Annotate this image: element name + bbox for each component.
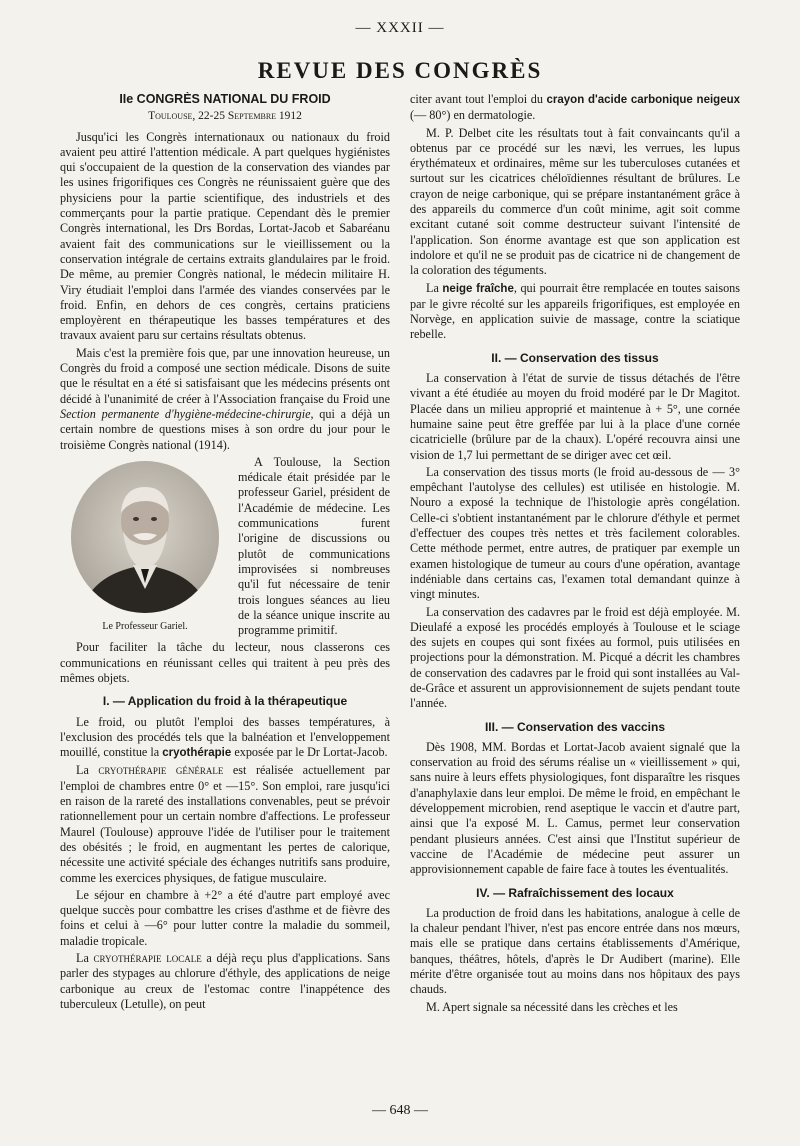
- term-general-cryotherapy: cryothérapie générale: [98, 763, 224, 778]
- paragraph-delbet: M. P. Delbet cite les résultats tout à fait convaincants qu'il a obtenus par ce procédé sur les nævi, les verrues, les lupus érythémateux et ordinaires, même sur les tuberculoses cutanées et surtout sur les cicatrices chéloïdiennes résultant de brûlures. Le crayon de neige carbonique, qui se prépare instantanément grâce à des appareils du commerce d'un coût minime, agit soit comme excitant cutané soit comme destructeur suivant l'intensité de l'application. Son énorme avantage est que son application est indolore et qu'il ne se produit pas de cicatrice ni de changement de la coloration des téguments.: [410, 125, 740, 278]
- paragraph-carbonic-pencil: citer avant tout l'emploi du crayon d'acide carbonique neigeux (— 80°) en dermatologie.: [410, 92, 740, 123]
- portrait-caption: Le Professeur Gariel.: [102, 620, 188, 632]
- paragraph-fresh-snow: La neige fraîche, qui pourrait être remplacée en toutes saisons par le givre récolté sur les appareils frigorifiques, est employée en Norvège, en application suivie de massage, contre la sciatique rebelle.: [410, 280, 740, 342]
- portrait-photo: [71, 461, 219, 613]
- congress-subtitle: Toulouse, 22-25 Septembre 1912: [148, 110, 302, 123]
- paragraph-toulouse-section: A Toulouse, la Section médicale était présidée par le professeur Gariel, président de l'Académie de médecine. Les communications furent l'origine de discussions ou plutôt de communications improvisées si nombreuses qu'il fut nécessaire de tenir trois longues séances au lieu de la séance unique inscrite au programme primitif.: [238, 454, 390, 638]
- term-local-cryotherapy: cryothérapie locale: [93, 951, 202, 966]
- right-column: [410, 92, 740, 1092]
- paragraph-histology: La conservation des tissus morts (le froid au-dessous de — 3° empêchant l'autolyse des cellules) est utilisée en histologie. M. Nouro a exposé la technique de l'histologie après congélation. Celle-ci s'obtient instantanément par le chlorure d'éthyle et permet d'effectuer des coupes très nettes et très facilement colorables. Cette méthode permet, entre autres, de pratiquer par exemple un examen histologique de tumeur au cours d'une opération, avantage indéniable dans certains cas, l'examen total demandant quinze à vingt minutes.: [410, 464, 740, 602]
- portrait-figure: [60, 459, 230, 634]
- section-heading-tissues: II. — Conservation des tissus: [491, 350, 659, 365]
- paragraph-cooling: La production de froid dans les habitations, analogue à celle de la chaleur pendant l'hiver, n'est pas encore entrée dans nos mœurs, mais elle se pratique dans certains établissements d'Amérique, banques, théâtres, hôtels, d'après le Dr Audibert (marine). Elle mérite d'être organisée tout au moins dans nos hôpitaux des pays chauds.: [410, 905, 740, 997]
- term-cryotherapy: cryothérapie: [162, 747, 232, 760]
- paragraph-cadavers: La conservation des cadavres par le froid est déjà employée. M. Dieulafé a exposé les procédés employés à Toulouse et le sciage des sujets en coupes qui sont fixées au formol, puis utilisées en projections pour la démonstration. M. Picqué a décrit les chambres de conservation des cadavres par le froid qui sont installées au Val-de-Grâce et assurent un approvisionnement de sujets pendant toute l'année.: [410, 604, 740, 711]
- paragraph-general-cryotherapy: La cryothérapie générale est réalisée actuellement par l'emploi de chambres entre 0° et —15°. Son emploi, rare jusqu'ici en raison de la rareté des installations convenables, peut se prévoir rationnellement pour un certain nombre d'affections. Le professeur Maurel (Toulouse) approuve l'idée de l'utiliser pour le traitement des obésités ; le froid, en augmentant les pertes de calorique, nécessite une activité spéciale des échanges nutritifs sans produire, comme les exercices physiques, de fatigue musculaire.: [60, 763, 390, 885]
- paragraph-local-cryotherapy: La cryothérapie locale a déjà reçu plus d'applications. Sans parler des stypages au chlorure d'éthyle, des applications de neige carbonique au creux de l'estomac contre l'inappétence des tuberculeux (Letulle), on peut: [60, 951, 390, 1011]
- paragraph-apert: M. Apert signale sa nécessité dans les crèches et les: [426, 999, 678, 1014]
- term-fresh-snow: neige fraîche: [442, 282, 514, 295]
- paragraph-chamber-stay: Le séjour en chambre à +2° a été d'autre part employé avec quelque succès pour combattre les crises d'asthme et de fièvre des foins et celui à —6° pour lutter contre la maladie du sommeil, maladie tropicale.: [60, 887, 390, 948]
- page-roman-number: — XXXII —: [355, 20, 445, 36]
- paragraph-intro: Jusqu'ici les Congrès internationaux ou nationaux du froid avaient peu attiré l'attention médicale. A part quelques hygiénistes qui s'occupaient de la question de la conservation des viandes par les usines frigorifiques ces Congrès ne réunissaient guère que des physiciens pour la partie scientifique, des industriels et des commerçants pour la partie pratique. Cependant dès le premier Congrès international, les Drs Bordas, Lortat-Jacob et Sabaréanu avaient fait des communications sur le vieillissement ou la conservation intégrale de certains extraits glandulaires par le froid. De même, au premier Congrès national, le médecin militaire H. Viry étudiait l'emploi dans l'armée des viandes conservées par le froid. Enfin, en dehors de ces congrès, certains praticiens employèrent en thérapeutique les basses températures et des travaux avaient paru sur certains résultats obtenus.: [60, 129, 390, 343]
- section-heading-cooling: IV. — Rafraîchissement des locaux: [476, 885, 674, 900]
- section-heading-therapy: I. — Application du froid à la thérapeutique: [102, 694, 348, 709]
- paragraph-vaccines: Dès 1908, MM. Bordas et Lortat-Jacob avaient signalé que la conservation au froid des sérums réalise un « vieillissement » qui, sans nuire à leurs effets physiologiques, font disparaître les risques d'anaphylaxie dans leur emploi. De même le froid, en empêchant le développement microbien, rend aseptique le vaccin et d'autre part, ainsi que l'a exposé M. L. Camus, permet leur conservation pendant plusieurs années. C'est ainsi que l'Institut supérieur de vaccine de l'Académie de médecine peut assurer un approvisionnement capable de faire face à toutes les éventualités.: [410, 739, 740, 877]
- portrait-man-icon: [71, 461, 219, 613]
- section-name-italic: Section permanente d'hygiène-médecine-chirurgie: [60, 406, 311, 421]
- page-title: REVUE DES CONGRÈS: [257, 58, 543, 83]
- term-carbonic-pencil: crayon d'acide carbonique neigeux: [546, 94, 740, 106]
- page-number: — 648 —: [372, 1103, 428, 1118]
- section-heading-vaccines: III. — Conservation des vaccins: [484, 719, 666, 734]
- left-column: [60, 92, 390, 1092]
- paragraph-cornea: La conservation à l'état de survie de tissus détachés de l'être vivant a été étudiée au moyen du froid modéré par le Dr Magitot. Placée dans un milieu approprié et maintenue à + 5°, une cornée humaine saine peut être greffée par lui à la place d'une cornée cicatricielle (brûlure par de la chaux). L'opéré recouvra ainsi une vision de 1,7 lui permettant de se diriger avec cet œil.: [410, 371, 740, 462]
- congress-title: IIe CONGRÈS NATIONAL DU FROID: [119, 92, 331, 106]
- paragraph-classification: Pour faciliter la tâche du lecteur, nous classerons ces communications en réunissant celles qui traitent à peu près des mêmes objets.: [60, 640, 390, 685]
- paragraph-first-medical-section: Mais c'est la première fois que, par une innovation heureuse, un Congrès du froid a composé une section médicale. Disons de suite que le résultat en a été si satisfaisant que les médecins présents ont décidé à l'unanimité de créer à l'Association française du Froid une Section permanente d'hygiène-médecine-chirurgie, qui a déjà un certain nombre de questions mises à son ordre du jour pour le troisième Congrès national (1914).: [60, 345, 390, 452]
- paragraph-cryotherapy: Le froid, ou plutôt l'emploi des basses températures, à l'exclusion des procédés tels que la balnéation et l'enveloppement mouillé, constitue la cryothérapie exposée par le Dr Lortat-Jacob.: [60, 714, 390, 760]
